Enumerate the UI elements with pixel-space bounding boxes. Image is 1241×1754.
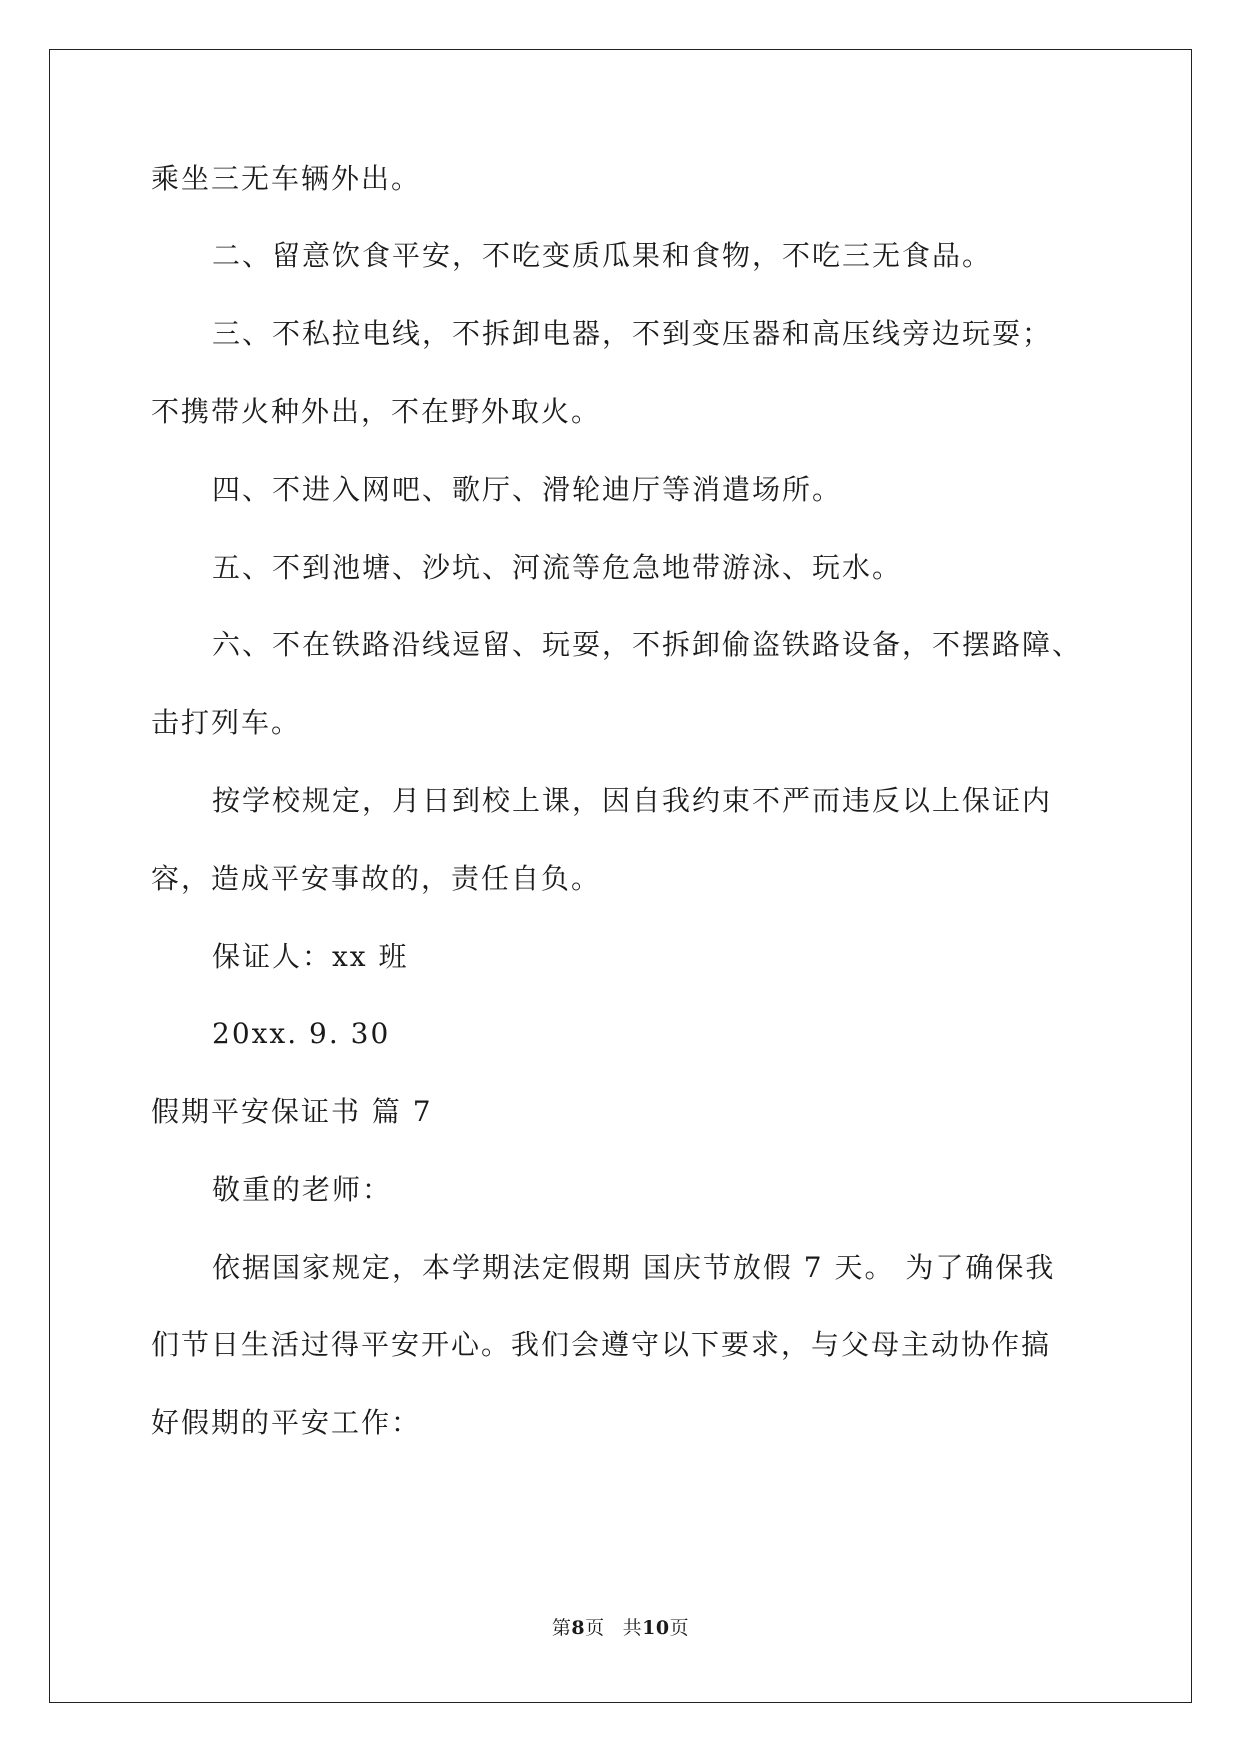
text-line-3: 三、不私拉电线，不拆卸电器，不到变压器和高压线旁边玩耍； (212, 317, 1053, 350)
text-line-8: 击打列车。 (151, 706, 302, 739)
text-line-7: 六、不在铁路沿线逗留、玩耍，不拆卸偷盗铁路设备，不摆路障、 (212, 628, 1083, 661)
footer-page-number: 8 (571, 1617, 586, 1639)
section-heading: 假期平安保证书 篇 7 (151, 1095, 433, 1128)
footer-prefix: 第 (551, 1617, 572, 1639)
text-line-16: 们节日生活过得平安开心。我们会遵守以下要求，与父母主动协作搞 (151, 1328, 1052, 1361)
text-line-2: 二、留意饮食平安，不吃变质瓜果和食物，不吃三无食品。 (212, 239, 993, 272)
signer-line: 保证人：xx 班 (212, 940, 409, 973)
text-line-10: 容，造成平安事故的，责任自负。 (151, 862, 602, 895)
footer-page-suffix: 页 (585, 1617, 605, 1639)
text-line-9: 按学校规定，月日到校上课，因自我约束不严而违反以上保证内 (212, 784, 1053, 817)
page-footer (0, 1616, 1241, 1640)
text-line-17: 好假期的平安工作： (151, 1406, 422, 1439)
text-line-4: 不携带火种外出，不在野外取火。 (151, 395, 602, 428)
text-line-1: 乘坐三无车辆外出。 (151, 162, 422, 195)
date-line: 20xx. 9. 30 (212, 1017, 391, 1050)
footer-total-pages: 10 (642, 1617, 670, 1639)
text-line-15: 依据国家规定，本学期法定假期 国庆节放假 7 天。 为了确保我 (212, 1251, 1056, 1284)
text-line-5: 四、不进入网吧、歌厅、滑轮迪厅等消遣场所。 (212, 473, 843, 506)
salutation-line: 敬重的老师： (212, 1173, 393, 1206)
footer-total-suffix: 页 (669, 1617, 690, 1639)
footer-total-prefix: 共 (622, 1617, 643, 1639)
text-line-6: 五、不到池塘、沙坑、河流等危急地带游泳、玩水。 (212, 551, 903, 584)
